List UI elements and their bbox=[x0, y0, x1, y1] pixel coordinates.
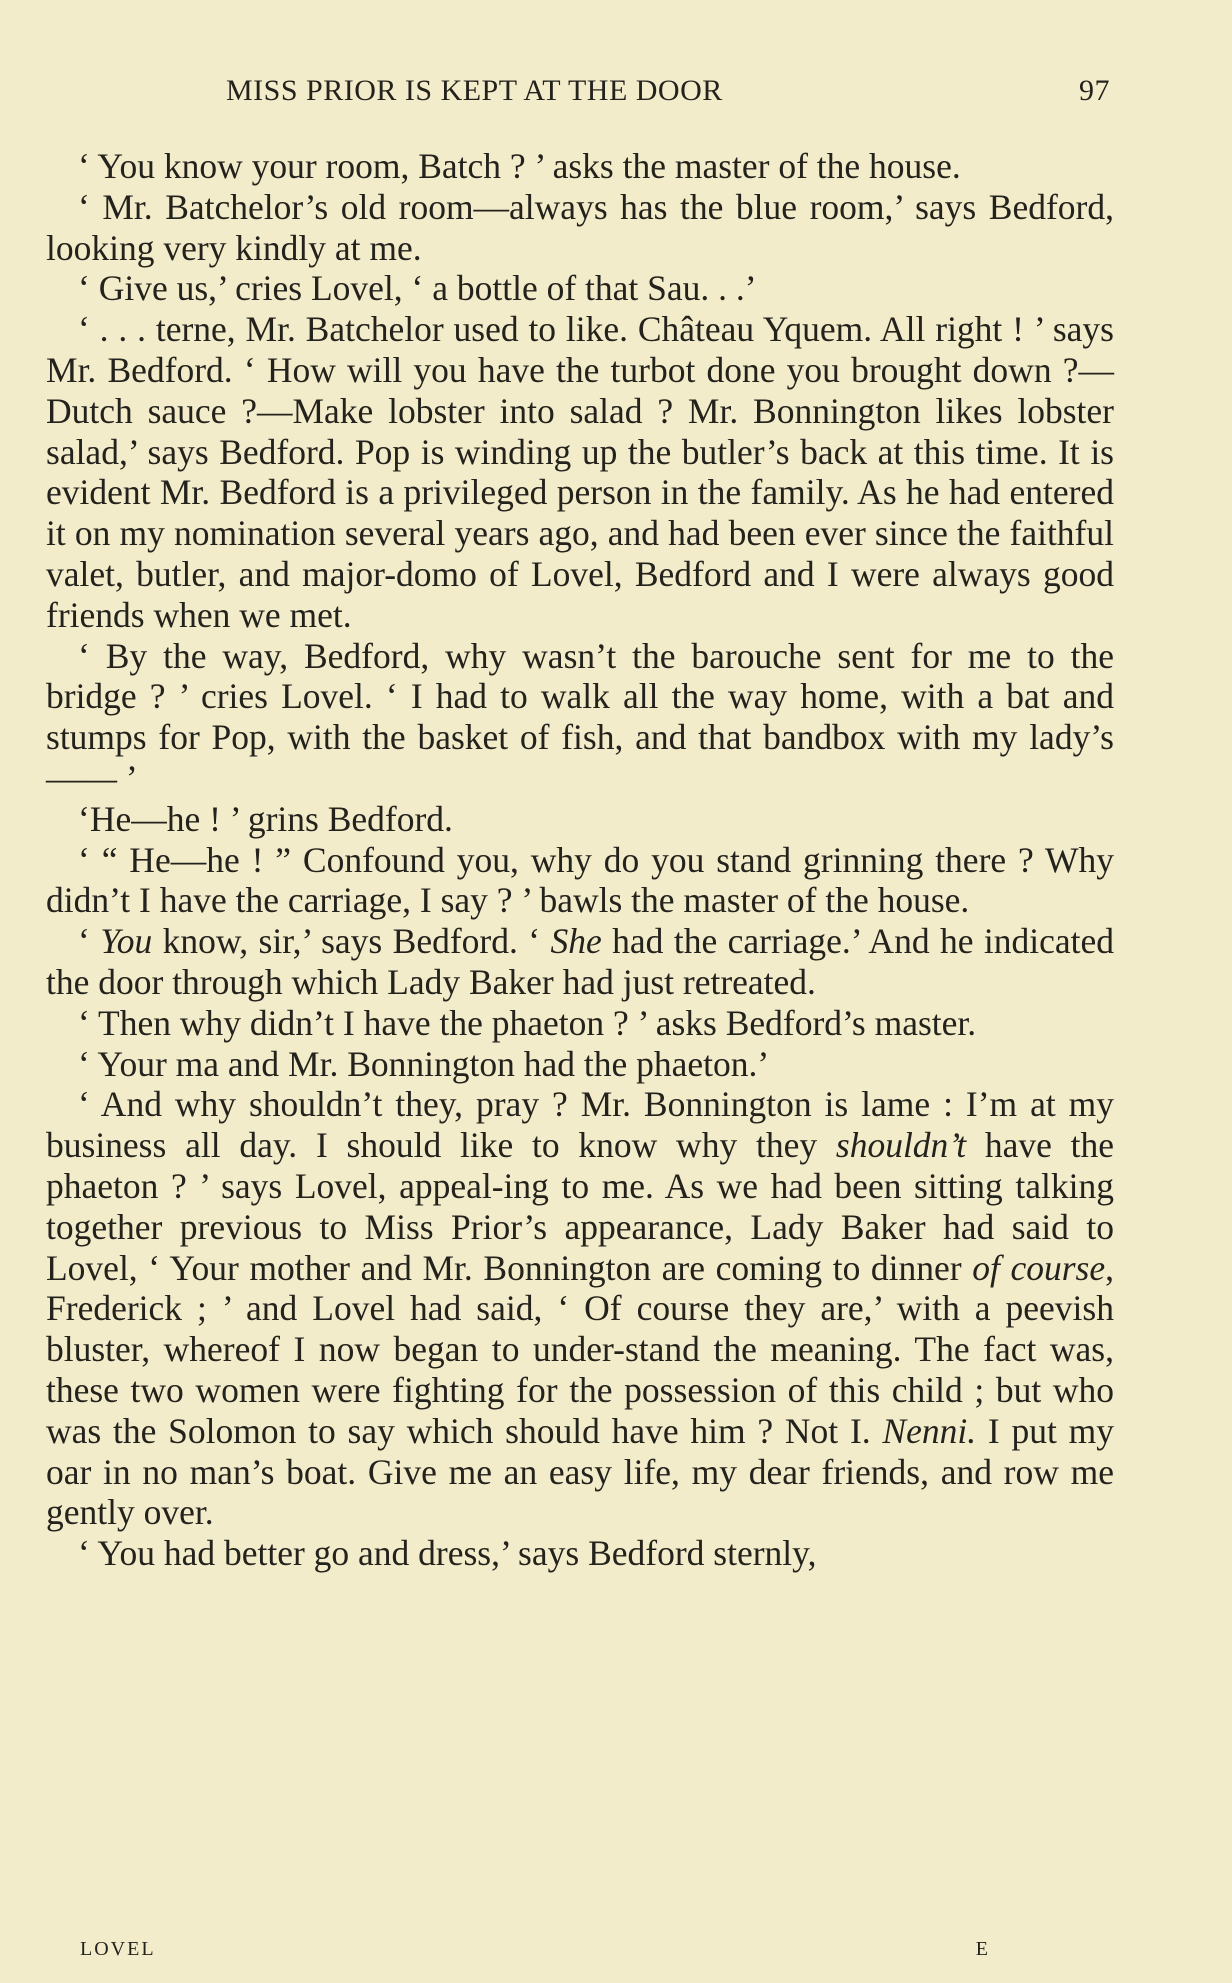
text-run: ‘ “ He—he ! ” Confound you, why do you stand grinning there ? Why didn’t I have the carriage, I say ? ’ bawls the master of the house. bbox=[46, 839, 1114, 921]
text-run: ‘ Give us,’ cries Lovel, ‘ a bottle of that Sau. . .’ bbox=[78, 268, 757, 309]
text-run: know, sir,’ says Bedford. ‘ bbox=[152, 921, 551, 962]
text-run: had the carriage.’ And he indicated the door through which Lady Baker had just retreated. bbox=[46, 921, 1115, 1002]
text-run: ‘ And why shouldn’t they, pray ? Mr. Bonnington is lame : I’m at my business all day. I should like to know why they bbox=[46, 1084, 1114, 1166]
chapter-title: MISS PRIOR IS KEPT AT THE DOOR bbox=[226, 74, 723, 107]
body-text bbox=[46, 146, 1114, 1574]
italic-text: You bbox=[100, 921, 153, 962]
text-run: ‘ Your ma and Mr. Bonnington had the phaeton.’ bbox=[78, 1043, 770, 1084]
paragraph bbox=[46, 1084, 1114, 1533]
page-number: 97 bbox=[1079, 74, 1110, 107]
text-run: ‘He—he ! ’ grins Bedford. bbox=[78, 798, 453, 839]
paragraph bbox=[46, 799, 1114, 840]
text-run: ‘ You know your room, Batch ? ’ asks the master of the house. bbox=[78, 146, 961, 186]
text-run: ‘ . . . terne, Mr. Batchelor used to like. Château Yquem. All right ! ’ says Mr. Bedford. ‘ How will you have the turbot done you brought down ?—Dutch sauce ?—Make lobster into salad ? Mr. Bonnington likes lobster salad,’ says Bedford. Pop is winding up the butler’s back at this time. It is evident Mr. Bedford is a privileged person in the family. As he had entered it on my nomination several years ago, and had been ever since the faithful valet, butler, and major-domo of Lovel, Bedford and I were always good friends when we met. bbox=[46, 309, 1114, 635]
text-run: ‘ By the way, Bedford, why wasn’t the barouche sent for me to the bridge ? ’ cries Lovel. ‘ I had to walk all the way home, with a bat and stumps for Pop, with the basket of fish, and that bandbox with my lady’s—— ’ bbox=[46, 635, 1114, 798]
paragraph bbox=[46, 268, 1114, 309]
gathering-mark: E bbox=[975, 1938, 990, 1960]
running-head bbox=[226, 74, 1110, 118]
paragraph bbox=[46, 840, 1114, 922]
text-run: ‘ Mr. Batchelor’s old room—always has the blue room,’ says Bedford, looking very kindly at me. bbox=[46, 186, 1114, 268]
text-run: ‘ You had better go and dress,’ says Bedford sternly, bbox=[78, 1533, 817, 1574]
text-run: I put my oar in no man’s boat. Give me an easy life, my dear friends, and row me gently over. bbox=[46, 1410, 1114, 1533]
paragraph bbox=[46, 1003, 1114, 1044]
paragraph bbox=[46, 1533, 1114, 1574]
paragraph bbox=[46, 309, 1114, 635]
paragraph bbox=[46, 921, 1114, 1003]
signature-mark: LOVEL bbox=[80, 1938, 156, 1960]
text-run: ‘ bbox=[78, 921, 101, 962]
italic-text: of course bbox=[972, 1247, 1106, 1288]
italic-text: Nenni. bbox=[882, 1410, 977, 1451]
text-run: ‘ Then why didn’t I have the phaeton ? ’ asks Bedford’s master. bbox=[78, 1002, 977, 1043]
text-run: , Frederick ; ’ and Lovel had said, ‘ Of course they are,’ with a peevish bluster, whereof I now began to under-stand the meaning. The fact was, these two women were fighting for the possession of this child ; but who was the Solomon to say which should have him ? Not I. bbox=[46, 1247, 1114, 1451]
italic-text: shouldn’t bbox=[835, 1125, 967, 1166]
italic-text: She bbox=[550, 921, 602, 962]
text-run: have the phaeton ? ’ says Lovel, appeal-ing to me. As we had been sitting talking together previous to Miss Prior’s appearance, Lady Baker had said to Lovel, ‘ Your mother and Mr. Bonnington are coming to dinner bbox=[46, 1125, 1114, 1288]
paragraph bbox=[46, 1044, 1114, 1085]
paragraph bbox=[46, 146, 1114, 187]
paragraph bbox=[46, 187, 1114, 269]
page-footer bbox=[80, 1938, 990, 1968]
paragraph bbox=[46, 636, 1114, 799]
